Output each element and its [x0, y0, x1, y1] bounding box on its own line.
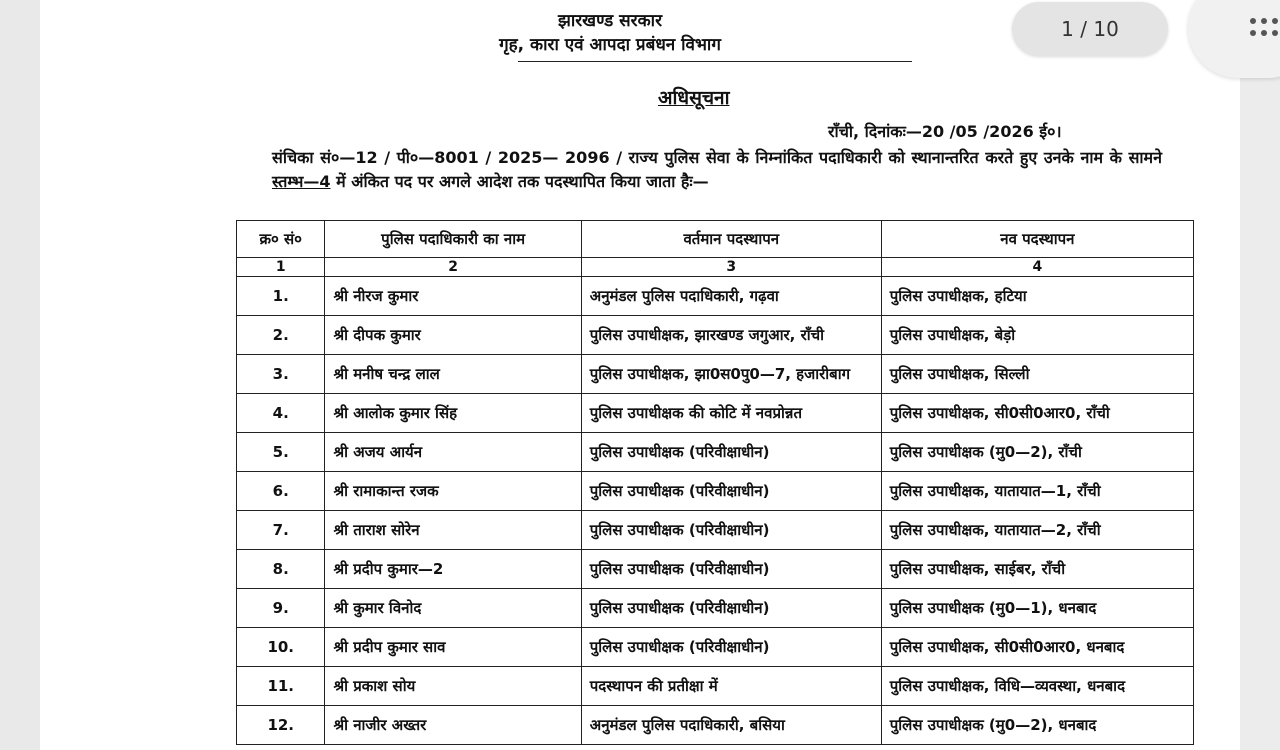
table-row — [237, 394, 1194, 433]
row-name: श्री आलोक कुमार सिंह — [325, 394, 581, 433]
posting-table — [236, 220, 1194, 745]
column-number: 2 — [325, 258, 581, 277]
row-serial: 7. — [237, 511, 325, 550]
row-serial: 10. — [237, 628, 325, 667]
page-indicator[interactable]: 1 / 10 — [1012, 2, 1168, 56]
row-name: श्री नाजीर अख्तर — [325, 706, 581, 745]
table-row — [237, 355, 1194, 394]
column-number: 3 — [581, 258, 881, 277]
dateline: राँची, दिनांकः—20 /05 /2026 ई०। — [828, 122, 1062, 141]
table-row — [237, 277, 1194, 316]
header-new-posting: नव पदस्थापन — [881, 221, 1193, 258]
row-serial: 1. — [237, 277, 325, 316]
row-new-posting: पुलिस उपाधीक्षक, यातायात—1, राँची — [881, 472, 1193, 511]
paragraph-part-1: संचिका सं०—12 / पी०—8001 / 2025— 2096 / राज्य पुलिस सेवा के निम्नांकित पदाधिकारी को स्थानान्तरित करते हुए उनके नाम के सामने — [272, 148, 1162, 167]
table-row — [237, 628, 1194, 667]
table-row — [237, 667, 1194, 706]
document-page — [40, 0, 1240, 750]
row-serial: 9. — [237, 589, 325, 628]
row-name: श्री प्रदीप कुमार—2 — [325, 550, 581, 589]
row-name: श्री अजय आर्यन — [325, 433, 581, 472]
row-serial: 2. — [237, 316, 325, 355]
header-current-posting: वर्तमान पदस्थापन — [581, 221, 881, 258]
row-current-posting: अनुमंडल पुलिस पदाधिकारी, बसिया — [581, 706, 881, 745]
right-margin — [1240, 0, 1280, 750]
row-current-posting: पुलिस उपाधीक्षक (परिवीक्षाधीन) — [581, 628, 881, 667]
paragraph-part-2: में अंकित पद पर अगले आदेश तक पदस्थापित किया जाता हैः— — [330, 172, 709, 191]
row-serial: 6. — [237, 472, 325, 511]
row-current-posting: पुलिस उपाधीक्षक (परिवीक्षाधीन) — [581, 550, 881, 589]
notification-title: अधिसूचना — [658, 87, 730, 109]
row-serial: 8. — [237, 550, 325, 589]
row-name: श्री रामाकान्त रजक — [325, 472, 581, 511]
header-serial: क्र० सं० — [237, 221, 325, 258]
table-row — [237, 316, 1194, 355]
header-line-2: गृह, कारा एवं आपदा प्रबंधन विभाग — [499, 35, 721, 55]
column-number: 1 — [237, 258, 325, 277]
table-row — [237, 433, 1194, 472]
row-current-posting: अनुमंडल पुलिस पदाधिकारी, गढ़वा — [581, 277, 881, 316]
table-row — [237, 589, 1194, 628]
row-current-posting: पुलिस उपाधीक्षक (परिवीक्षाधीन) — [581, 472, 881, 511]
table-header-row — [237, 221, 1194, 258]
row-current-posting: पुलिस उपाधीक्षक (परिवीक्षाधीन) — [581, 589, 881, 628]
row-current-posting: पुलिस उपाधीक्षक की कोटि में नवप्रोन्नत — [581, 394, 881, 433]
row-serial: 5. — [237, 433, 325, 472]
row-new-posting: पुलिस उपाधीक्षक, साईबर, राँची — [881, 550, 1193, 589]
row-current-posting: पुलिस उपाधीक्षक (परिवीक्षाधीन) — [581, 433, 881, 472]
table-row — [237, 472, 1194, 511]
column-number: 4 — [881, 258, 1193, 277]
dots-grid-icon[interactable] — [1250, 14, 1280, 44]
row-serial: 4. — [237, 394, 325, 433]
header-name: पुलिस पदाधिकारी का नाम — [325, 221, 581, 258]
row-new-posting: पुलिस उपाधीक्षक, हटिया — [881, 277, 1193, 316]
row-new-posting: पुलिस उपाधीक्षक, सी0सी0आर0, धनबाद — [881, 628, 1193, 667]
row-new-posting: पुलिस उपाधीक्षक, विधि—व्यवस्था, धनबाद — [881, 667, 1193, 706]
row-current-posting: पुलिस उपाधीक्षक, झा0स0पु0—7, हजारीबाग — [581, 355, 881, 394]
row-name: श्री नीरज कुमार — [325, 277, 581, 316]
row-new-posting: पुलिस उपाधीक्षक, बेड़ो — [881, 316, 1193, 355]
row-name: श्री ताराश सोरेन — [325, 511, 581, 550]
row-name: श्री कुमार विनोद — [325, 589, 581, 628]
row-name: श्री मनीष चन्द्र लाल — [325, 355, 581, 394]
header-line-1: झारखण्ड सरकार — [557, 11, 663, 31]
left-margin — [0, 0, 40, 750]
row-current-posting: पदस्थापन की प्रतीक्षा में — [581, 667, 881, 706]
table-row — [237, 511, 1194, 550]
row-name: श्री प्रकाश सोय — [325, 667, 581, 706]
table-row — [237, 706, 1194, 745]
header-rule — [518, 61, 912, 62]
row-name: श्री प्रदीप कुमार साव — [325, 628, 581, 667]
row-new-posting: पुलिस उपाधीक्षक (मु0—1), धनबाद — [881, 589, 1193, 628]
row-serial: 12. — [237, 706, 325, 745]
row-current-posting: पुलिस उपाधीक्षक, झारखण्ड जगुआर, राँची — [581, 316, 881, 355]
row-new-posting: पुलिस उपाधीक्षक (मु0—2), राँची — [881, 433, 1193, 472]
notification-paragraph — [272, 146, 1162, 194]
row-name: श्री दीपक कुमार — [325, 316, 581, 355]
row-current-posting: पुलिस उपाधीक्षक (परिवीक्षाधीन) — [581, 511, 881, 550]
table-row — [237, 550, 1194, 589]
column-number-row — [237, 258, 1194, 277]
row-new-posting: पुलिस उपाधीक्षक, सी0सी0आर0, राँची — [881, 394, 1193, 433]
row-new-posting: पुलिस उपाधीक्षक, सिल्ली — [881, 355, 1193, 394]
row-serial: 11. — [237, 667, 325, 706]
row-serial: 3. — [237, 355, 325, 394]
paragraph-column-ref: स्तम्भ—4 — [272, 172, 331, 191]
row-new-posting: पुलिस उपाधीक्षक (मु0—2), धनबाद — [881, 706, 1193, 745]
row-new-posting: पुलिस उपाधीक्षक, यातायात—2, राँची — [881, 511, 1193, 550]
